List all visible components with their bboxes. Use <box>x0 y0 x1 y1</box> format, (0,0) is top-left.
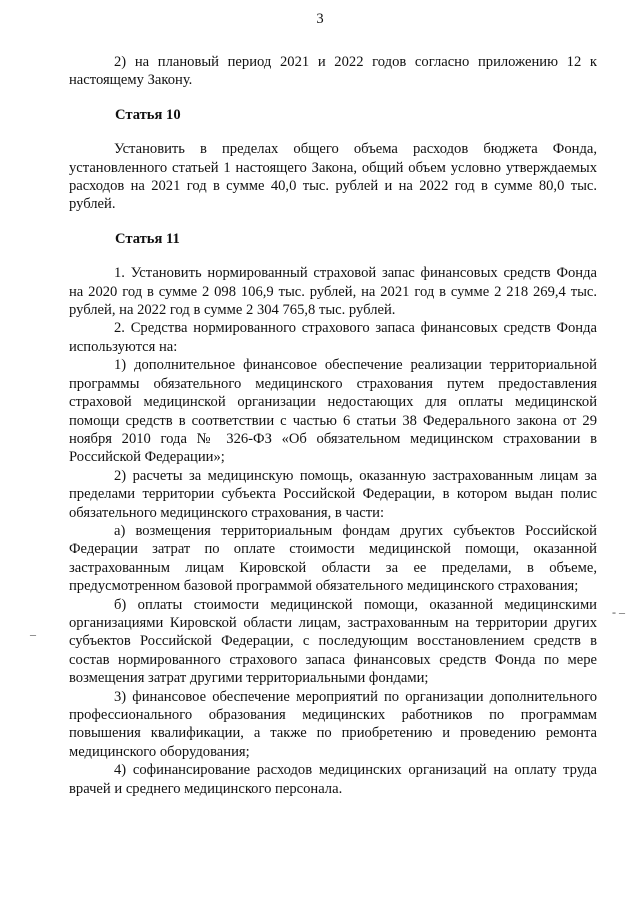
paragraph-article-11-2: 2. Средства нормированного страхового запаса финансовых средств Фонда используются на: <box>69 320 597 355</box>
paragraph-item-2b: б) оплаты стоимости медицинской помощи, оказанной медицинскими организациями Кировской области лицам, застрахованным на территории других субъектов Российской Федерации, с последующим восстановлением средств в состав нормированного страхового запаса финансовых средств Фонда по мере возмещения затрат другими территориальными фондами; <box>69 596 597 687</box>
paragraph-item-2: 2) расчеты за медицинскую помощь, оказанную застрахованным лицам за пределами территории субъекта Российской Федерации, в котором выдан полис обязательного медицинского страхования, в части: <box>69 467 597 521</box>
paragraph-item-3: 3) финансовое обеспечение мероприятий по организации дополнительного профессионального образования медицинских работников по программам повышения квалификации, а также по приобретению и проведению ремонта медицинского оборудования; <box>69 688 597 760</box>
scan-mark-left: – <box>30 627 36 641</box>
paragraph-item-1: 1) дополнительное финансовое обеспечение реализации территориальной программы обязательного медицинского страхования путем предоставления страховой медицинской организации недостающих для оплаты медицинской помощи средств в соответствии с частью 6 статьи 38 Федерального закона от 29 ноября 2010 года № 326-ФЗ «Об обязательном медицинском страховании в Российской Федерации»; <box>69 357 597 466</box>
page-number: 3 <box>316 11 324 27</box>
paragraph-planning-period: 2) на плановый период 2021 и 2022 годов согласно приложению 12 к настоящему Закону. <box>69 54 597 89</box>
paragraph-article-11-1: 1. Установить нормированный страховой запас финансовых средств Фонда на 2020 год в сумме 2 098 106,9 тыс. рублей, на 2021 год в сумме 2 218 269,4 тыс. рублей, на 2022 год в сумме 2 304 765,8 тыс. рублей. <box>69 265 597 319</box>
heading-article-10: Статья 10 <box>115 106 181 123</box>
heading-article-11: Статья 11 <box>115 230 180 247</box>
document-body <box>69 53 597 798</box>
paragraph-article-10: Установить в пределах общего объема расходов бюджета Фонда, установленного статьей 1 настоящего Закона, общий объем условно утверждаемых расходов на 2021 год в сумме 40,0 тыс. рублей и на 2022 год в сумме 80,0 тыс. рублей. <box>69 141 597 213</box>
paragraph-item-4: 4) софинансирование расходов медицинских организаций на оплату труда врачей и среднего медицинского персонала. <box>69 762 597 797</box>
paragraph-item-2a: а) возмещения территориальным фондам других субъектов Российской Федерации затрат по оплате стоимости медицинской помощи, оказанной застрахованным лицам Кировской области за ее пределами, в объеме, предусмотренном базовой программой обязательного медицинского страхования; <box>69 522 597 595</box>
scan-mark-right: - – <box>612 605 625 619</box>
